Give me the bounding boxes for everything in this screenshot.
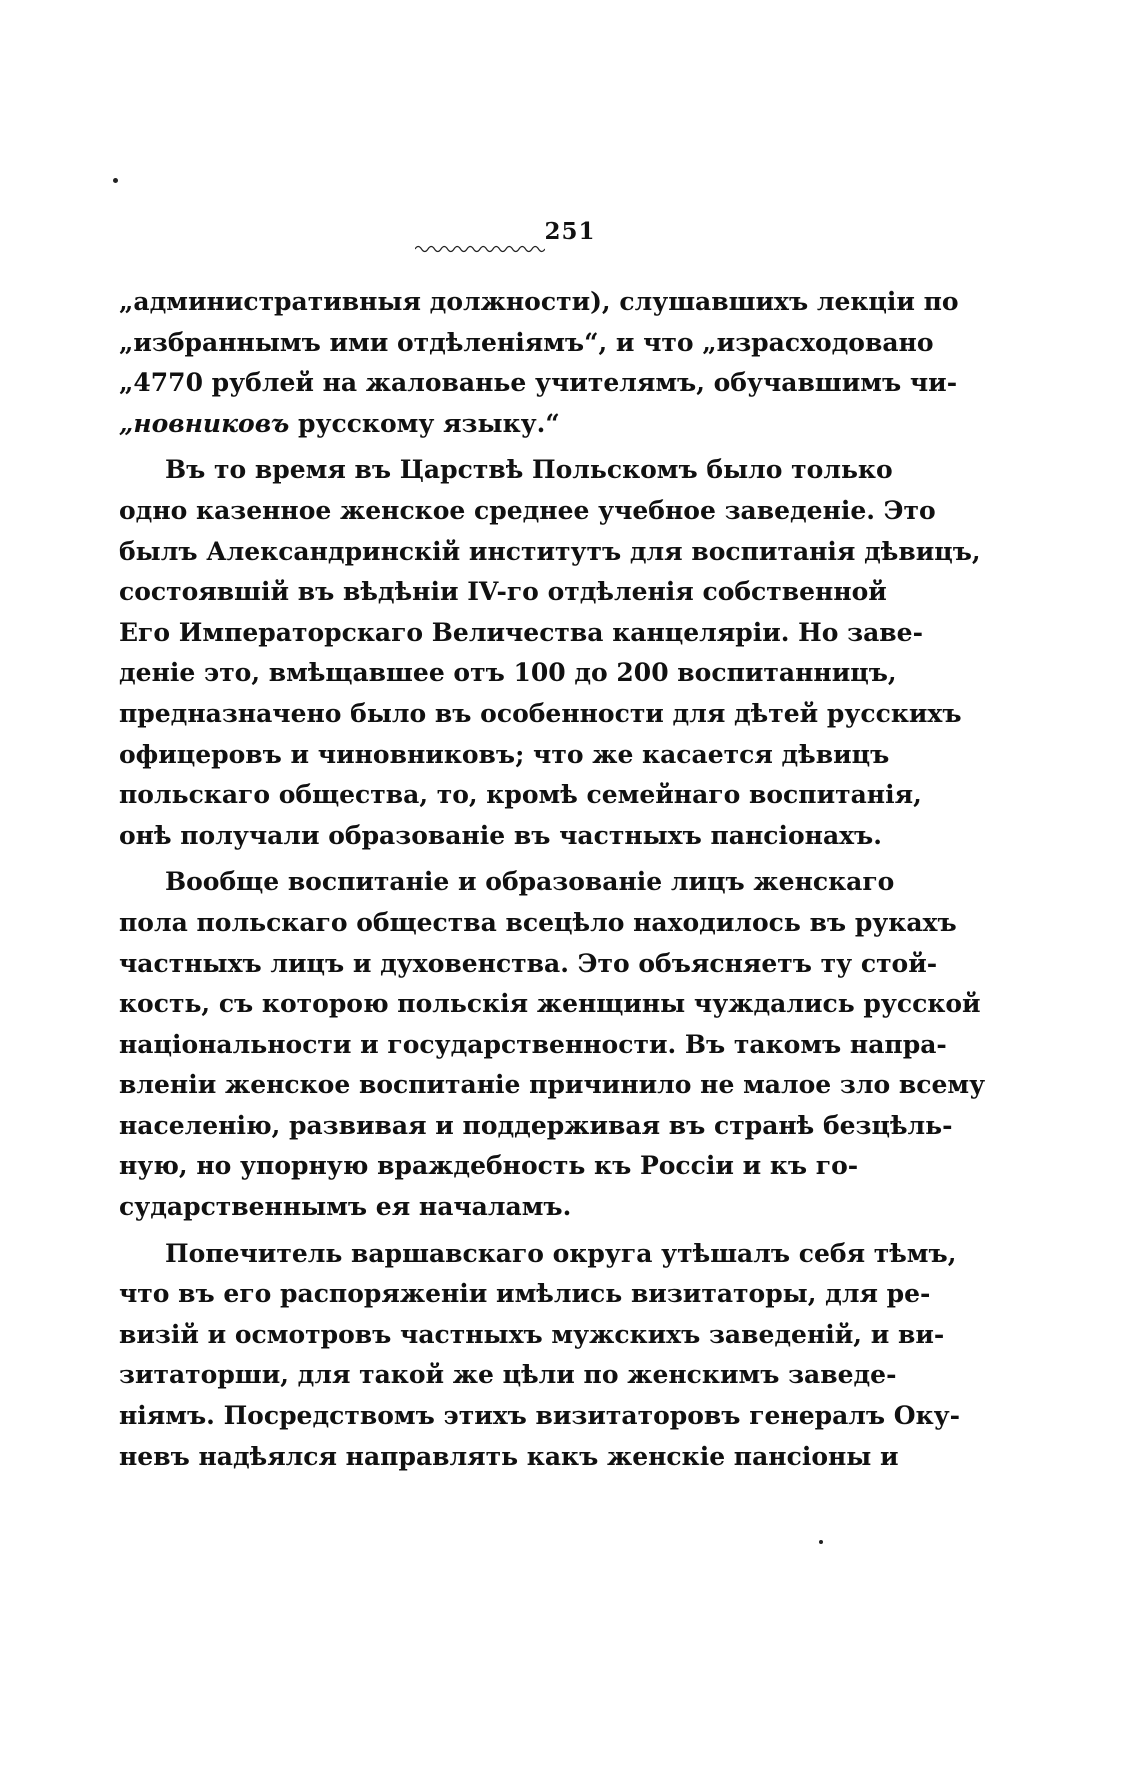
- text-line: зитаторши, для такой же цѣли по женскимъ заведе-: [119, 1360, 897, 1390]
- text-run: русскому языку.“: [289, 408, 560, 438]
- text-line: офицеровъ и чиновниковъ; что же касается дѣвицъ: [119, 739, 890, 769]
- body-text: [119, 282, 986, 1477]
- text-line: былъ Александринскій институтъ для воспитанія дѣвицъ,: [119, 536, 981, 566]
- text-line: Вообще воспитаніе и образованіе лицъ женскаго: [165, 867, 895, 897]
- text-line: „административныя должности), слушавшихъ лекціи по: [119, 287, 959, 316]
- italic-word: „новниковъ: [119, 408, 290, 438]
- text-line: [119, 404, 841, 445]
- paragraph: [119, 1234, 961, 1478]
- text-line: пола польскаго общества всецѣло находилось въ рукахъ: [119, 907, 957, 937]
- text-line: сударственнымъ ея началамъ.: [119, 1192, 572, 1222]
- page-number: 251: [544, 218, 596, 245]
- text-line: „избраннымъ ими отдѣленіямъ“, и что „израсходовано: [119, 327, 934, 357]
- text-line: вленіи женское воспитаніе причинило не малое зло всему: [119, 1070, 986, 1100]
- text-line: кость, съ которою польскія женщины чуждались русской: [119, 989, 981, 1019]
- text-line: „4770 рублей на жалованье учителямъ, обучавшимъ чи-: [119, 368, 958, 398]
- text-line: состоявшій въ вѣдѣніи IV-го отдѣленія собственной: [119, 577, 887, 607]
- text-line: населенію, развивая и поддерживая въ странѣ безцѣль-: [119, 1110, 953, 1140]
- text-line: невъ надѣялся направлять какъ женскіе пансіоны и: [119, 1441, 899, 1471]
- text-line: визій и осмотровъ частныхъ мужскихъ заведеній, и ви-: [119, 1319, 945, 1349]
- text-line: частныхъ лицъ и духовенства. Это объясняетъ ту стой-: [119, 948, 938, 978]
- paragraph: [119, 862, 986, 1227]
- paragraph: [119, 450, 981, 856]
- paragraph: [119, 282, 959, 444]
- text-line: польскаго общества, то, кромѣ семейнаго воспитанія,: [119, 780, 922, 810]
- text-line: предназначено было въ особенности для дѣтей русскихъ: [119, 698, 962, 728]
- text-line: онѣ получали образованіе въ частныхъ пансіонахъ.: [119, 820, 882, 850]
- text-line: ніямъ. Посредствомъ этихъ визитаторовъ генералъ Оку-: [119, 1401, 961, 1431]
- text-line: ную, но упорную враждебность къ Россіи и къ го-: [119, 1151, 859, 1181]
- text-line: Его Императорскаго Величества канцеляріи. Но заве-: [119, 617, 923, 647]
- text-line: Попечитель варшавскаго округа утѣшалъ себя тѣмъ,: [165, 1238, 957, 1268]
- text-line: деніе это, вмѣщавшее отъ 100 до 200 воспитанницъ,: [119, 658, 897, 688]
- print-speck: [113, 178, 118, 183]
- text-line: Въ то время въ Царствѣ Польскомъ было только: [165, 455, 893, 485]
- print-speck: [819, 1540, 823, 1544]
- wavy-rule-ornament: [415, 244, 545, 254]
- text-line: національности и государственности. Въ такомъ напра-: [119, 1029, 947, 1059]
- text-line: одно казенное женское среднее учебное заведеніе. Это: [119, 495, 936, 525]
- text-line: что въ его распоряженіи имѣлись визитаторы, для ре-: [119, 1279, 931, 1309]
